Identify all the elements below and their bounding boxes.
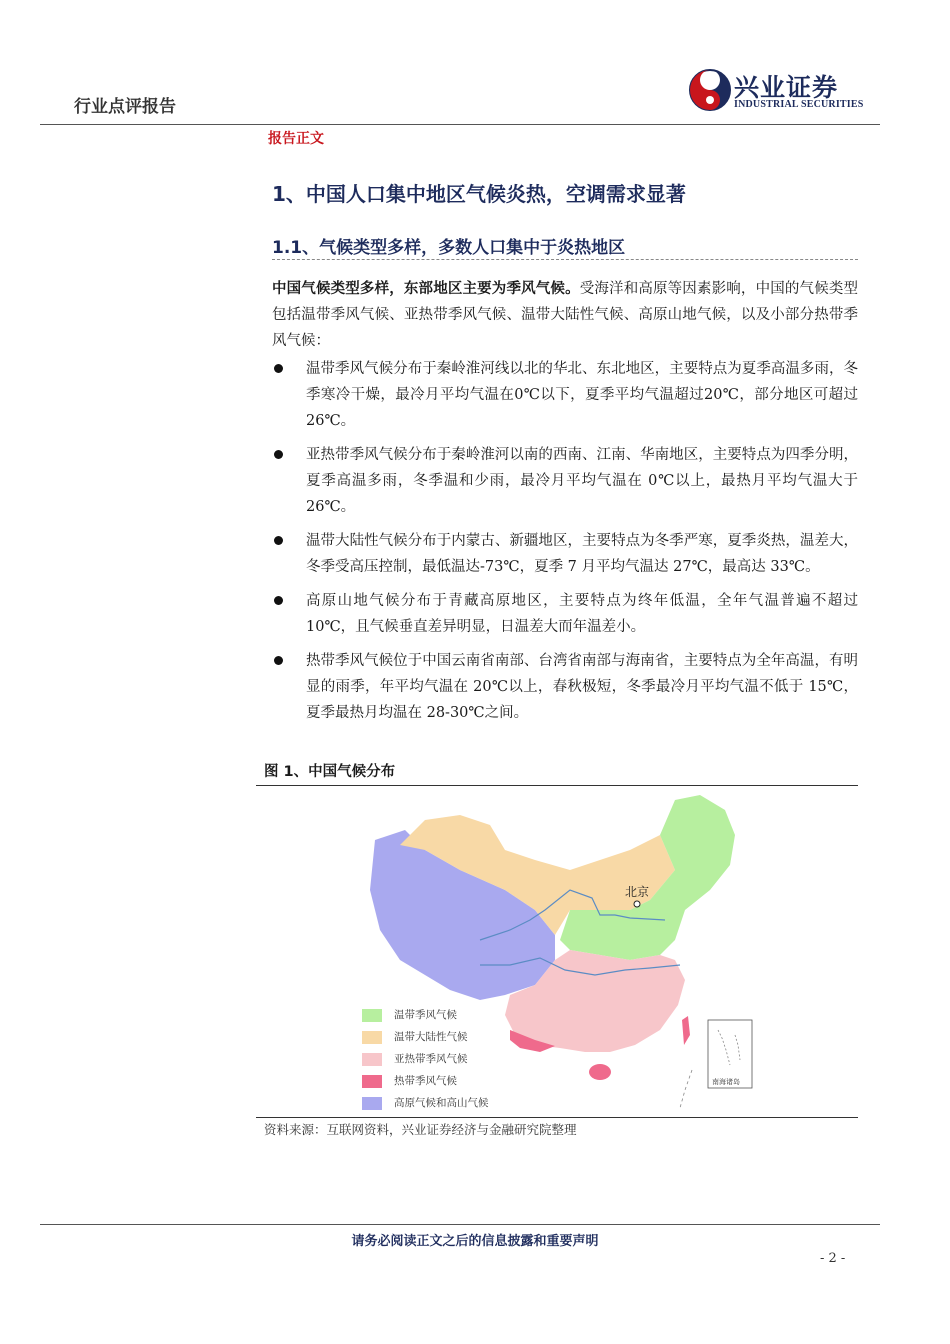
bullet-dot-icon xyxy=(274,596,283,605)
bullet-text: 高原山地气候分布于青藏高原地区，主要特点为终年低温，全年气温普遍不超过 10℃，且气候垂直差异明显，日温差大而年温差小。 xyxy=(306,593,858,635)
bullet-text: 温带季风气候分布于秦岭淮河线以北的华北、东北地区，主要特点为夏季高温多雨，冬季寒冷干燥，最冷月平均气温在0℃以下，夏季平均气温超过20℃，部分地区可超过26℃。 xyxy=(306,361,858,429)
footer-divider xyxy=(40,1224,880,1225)
figure-title: 图 1、中国气候分布 xyxy=(264,764,396,780)
map-legend xyxy=(362,1006,512,1116)
legend-label: 温带季风气候 xyxy=(394,1009,457,1021)
section-tag: 报告正文 xyxy=(268,131,324,147)
heading-level-2: 1.1、气候类型多样，多数人口集中于炎热地区 xyxy=(272,238,626,258)
intro-paragraph xyxy=(272,276,858,354)
list-item xyxy=(272,442,858,520)
legend-swatch xyxy=(362,1009,382,1022)
islands-label: 南海诸岛 xyxy=(712,1078,740,1086)
list-item xyxy=(272,588,858,640)
legend-swatch xyxy=(362,1075,382,1088)
legend-label: 温带大陆性气候 xyxy=(394,1031,468,1043)
disclaimer-note: 请务必阅读正文之后的信息披露和重要声明 xyxy=(351,1234,599,1249)
beijing-marker-icon xyxy=(634,901,640,907)
logo-swirl-icon xyxy=(688,68,732,112)
company-logo xyxy=(688,66,888,116)
legend-item xyxy=(362,1050,512,1072)
list-item xyxy=(272,648,858,726)
legend-label: 高原气候和高山气候 xyxy=(394,1097,489,1109)
bullet-text: 温带大陆性气候分布于内蒙古、新疆地区，主要特点为冬季严寒，夏季炎热，温差大，冬季受高压控制，最低温达-73℃，夏季 7 月平均气温达 27℃，最高达 33℃。 xyxy=(306,533,858,575)
bullet-text: 亚热带季风气候分布于秦岭淮河以南的西南、江南、华南地区，主要特点为四季分明，夏季高温多雨，冬季温和少雨，最冷月平均气温在 0℃以上，最热月平均气温大于26℃。 xyxy=(306,447,858,515)
bullet-dot-icon xyxy=(274,450,283,459)
bullet-dot-icon xyxy=(274,364,283,373)
list-item xyxy=(272,528,858,580)
beijing-label: 北京 xyxy=(625,885,650,899)
heading-underline xyxy=(272,259,858,260)
legend-item xyxy=(362,1006,512,1028)
taiwan-island xyxy=(682,1016,690,1045)
bullet-text: 热带季风气候位于中国云南省南部、台湾省南部与海南省，主要特点为全年高温，有明显的雨季，年平均气温在 20℃以上，春秋极短，冬季最冷月平均气温不低于 15℃，夏季最热月均温在 28-30℃之间。 xyxy=(306,653,858,721)
heading-level-1: 1、中国人口集中地区气候炎热，空调需求显著 xyxy=(272,182,686,206)
figure-source: 资料来源：互联网资料，兴业证券经济与金融研究院整理 xyxy=(264,1122,577,1137)
intro-rest: 受海洋和高原等因素影响，中国的气候类型包括温带季风气候、亚热带季风气候、温带大陆性气候、高原山地气候，以及小部分热带季风气候： xyxy=(272,281,859,349)
legend-item xyxy=(362,1094,512,1116)
logo-english-name: INDUSTRIAL SECURITIES xyxy=(734,99,864,110)
legend-swatch xyxy=(362,1031,382,1044)
intro-bold-lead: 中国气候类型多样，东部地区主要为季风气候。 xyxy=(272,281,580,297)
report-type-label: 行业点评报告 xyxy=(74,97,176,117)
header-divider xyxy=(40,124,880,125)
legend-label: 亚热带季风气候 xyxy=(394,1053,468,1065)
page-number: - 2 - xyxy=(820,1251,846,1266)
dashed-boundary xyxy=(680,1070,692,1108)
legend-swatch xyxy=(362,1097,382,1110)
figure-top-rule xyxy=(256,785,858,786)
hainan-island xyxy=(589,1064,611,1080)
climate-bullet-list xyxy=(272,356,858,734)
list-item xyxy=(272,356,858,434)
legend-label: 热带季风气候 xyxy=(394,1075,457,1087)
legend-item xyxy=(362,1072,512,1094)
legend-swatch xyxy=(362,1053,382,1066)
logo-chinese-name: 兴业证券 xyxy=(734,73,839,102)
bullet-dot-icon xyxy=(274,656,283,665)
bullet-dot-icon xyxy=(274,536,283,545)
legend-item xyxy=(362,1028,512,1050)
figure-bottom-rule xyxy=(256,1117,858,1118)
